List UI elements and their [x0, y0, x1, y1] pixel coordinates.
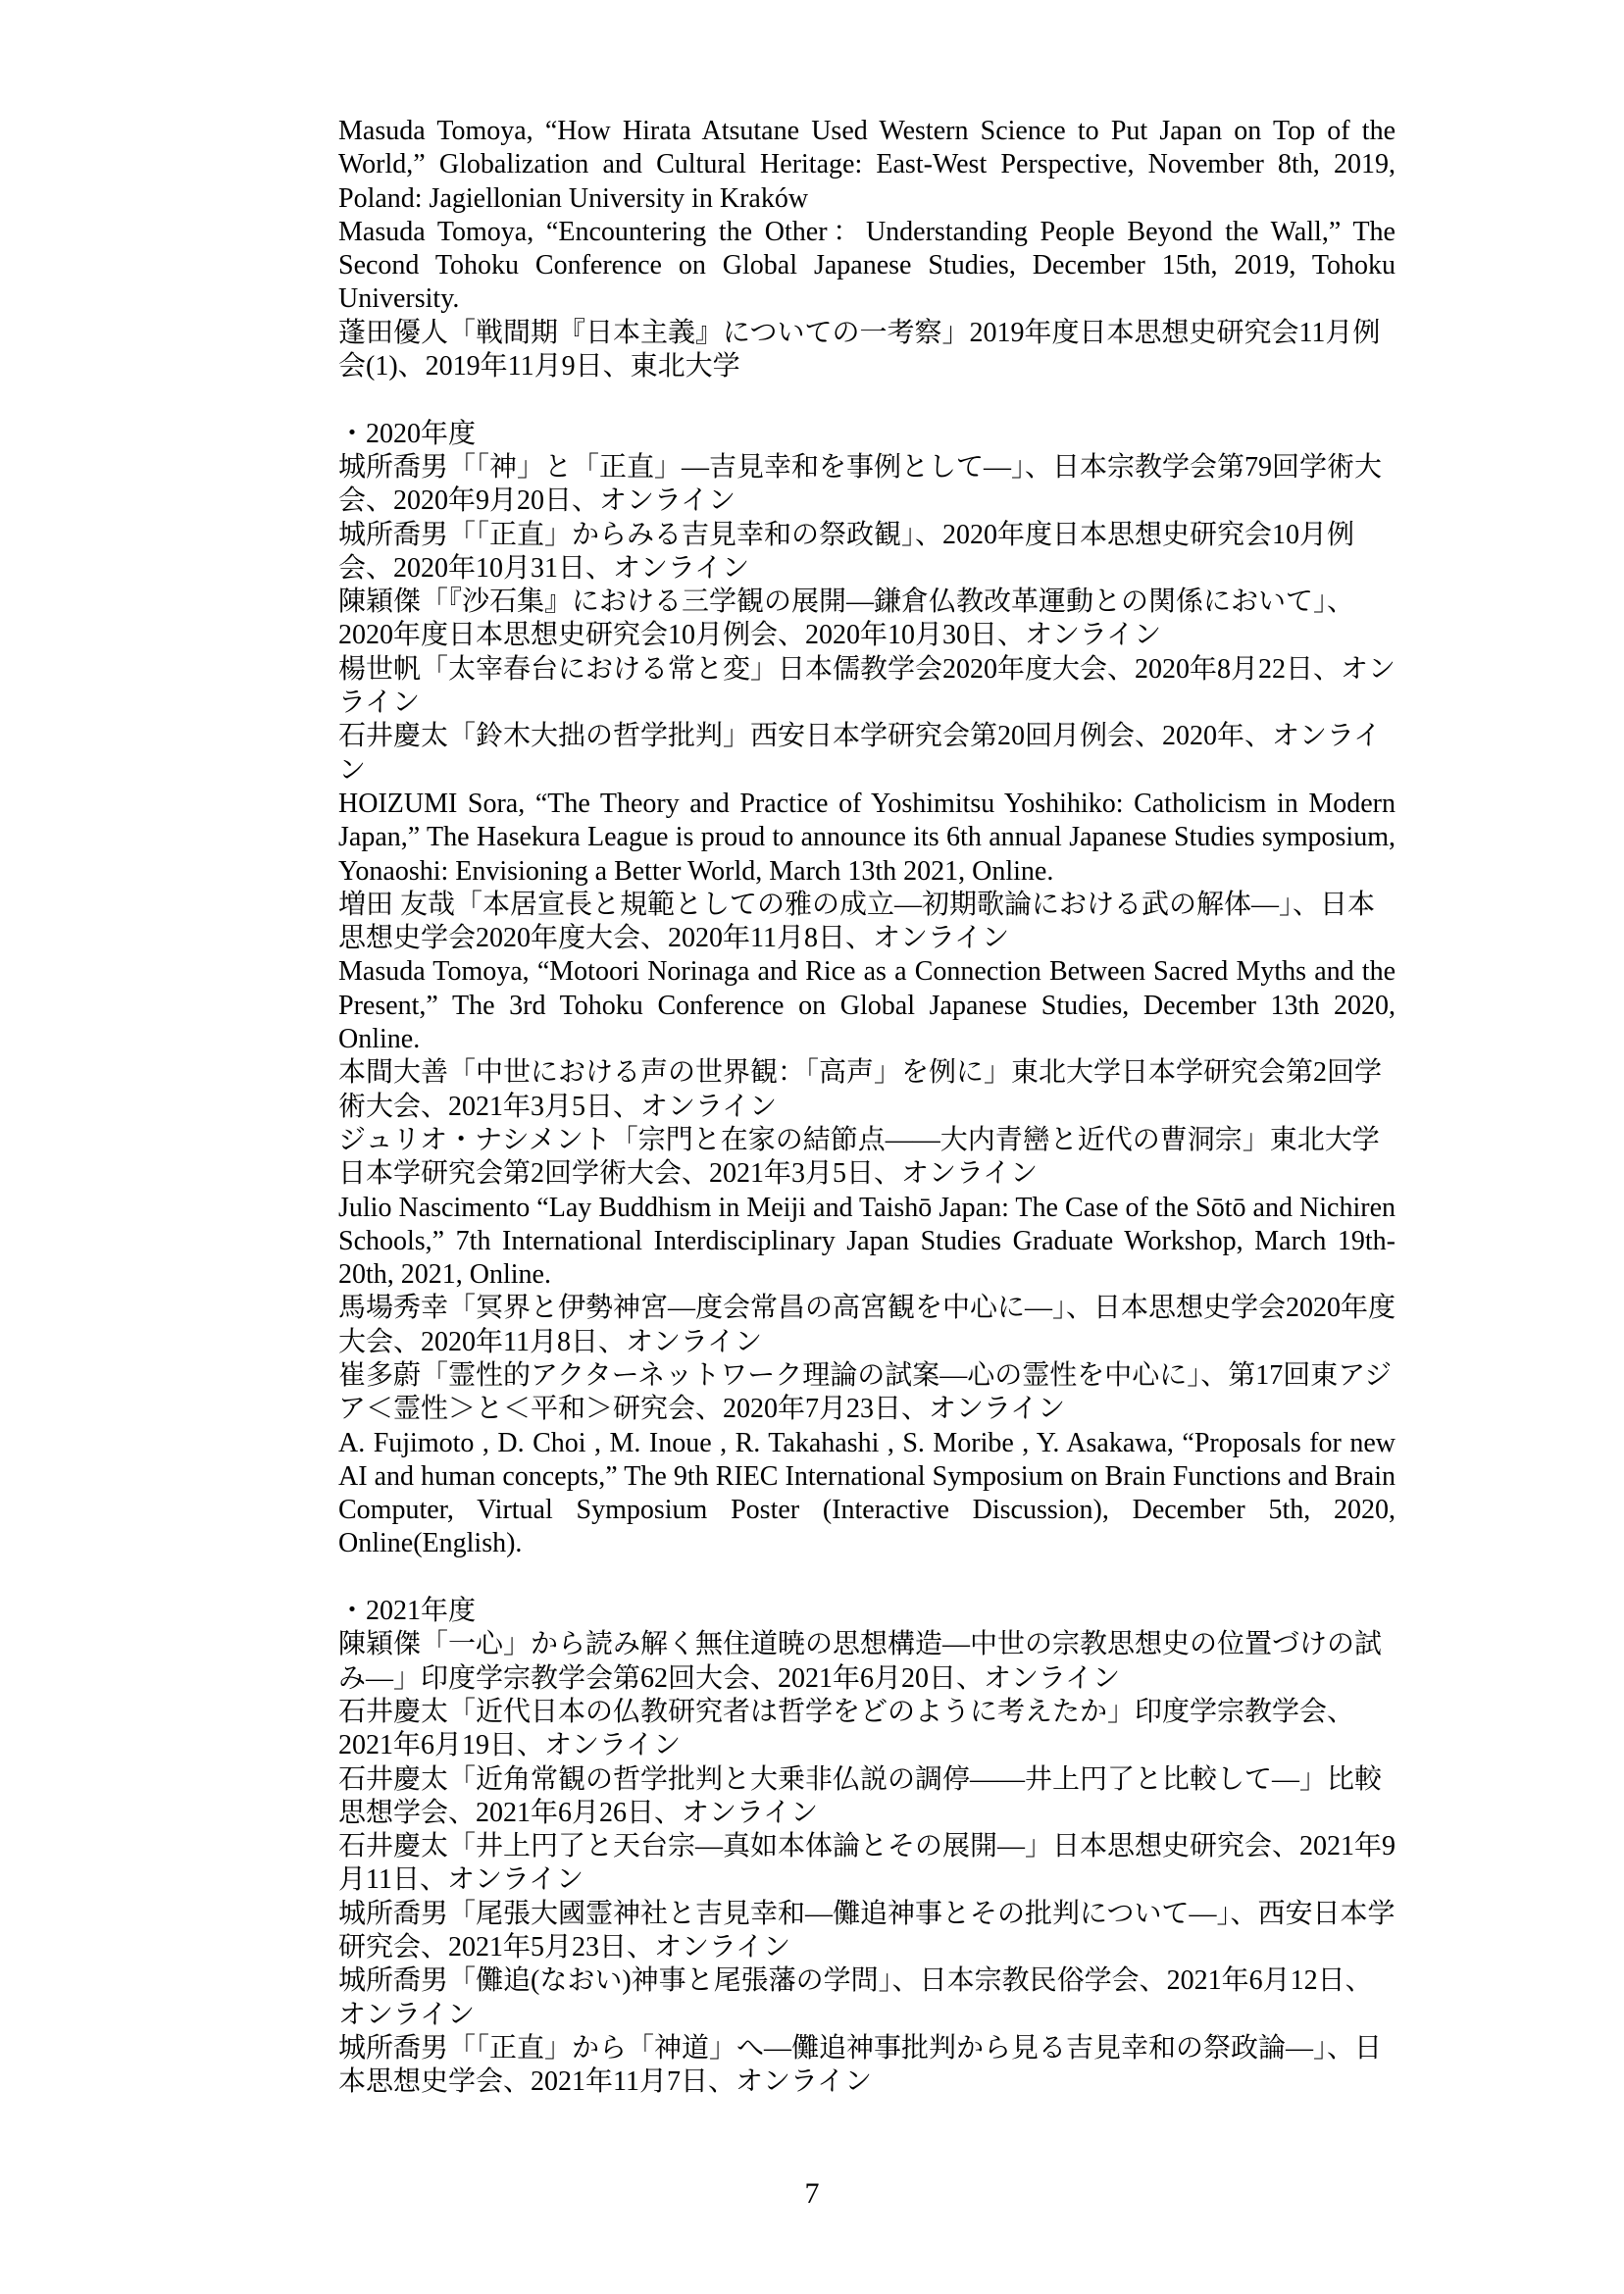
page-content — [338, 115, 1396, 2100]
entry-list-2021 — [338, 1628, 1396, 2099]
reference-entry: 陳穎傑「一心」から読み解く無住道暁の思想構造―中世の宗教思想史の位置づけの試み―」印度学宗教学会第62回大会、2021年6月20日、オンライン — [338, 1629, 1383, 1694]
reference-entry: Masuda Tomoya, “How Hirata Atsutane Used Western Science to Put Japan on Top of the World,” Globalization and Cultural Heritage: East-West Perspective, November 8th, 2019, Poland: Jagiellonian University in Kraków — [338, 116, 1396, 214]
reference-entry: 馬場秀幸「冥界と伊勢神宮―度会常昌の高宮観を中心に―」、日本思想史学会2020年度大会、2020年11月8日、オンライン — [338, 1293, 1396, 1357]
reference-entry: A. Fujimoto , D. Choi , M. Inoue , R. Takahashi , S. Moribe , Y. Asakawa, “Proposals for new AI and human concepts,” The 9th RIEC International Symposium on Brain Functions and Brain Computer, Virtual Symposium Poster (Interactive Discussion), December 5th, 2020, Online(English). — [338, 1427, 1396, 1559]
reference-entry: 蓬田優人「戦間期『日本主義』についての一考察」2019年度日本思想史研究会11月例会(1)、2019年11月9日、東北大学 — [338, 317, 1381, 382]
reference-entry: Masuda Tomoya, “Encountering the Other：Understanding People Beyond the Wall,” The Second Tohoku Conference on Global Japanese Studies, December 15th, 2019, Tohoku University. — [338, 216, 1396, 315]
reference-entry: 城所喬男「「正直」から「神道」へ―儺追神事批判から見る吉見幸和の祭政論―」、日本思想史学会、2021年11月7日、オンライン — [338, 2032, 1383, 2098]
section-2020 — [338, 418, 1396, 1561]
reference-entry: 崔多蔚「霊性的アクターネットワーク理論の試案―心の霊性を中心に」、第17回東アジア＜霊性＞と＜平和＞研究会、2020年7月23日、オンライン — [338, 1359, 1393, 1425]
reference-entry: 城所喬男「尾張大國霊神社と吉見幸和―儺追神事とその批判について―」、西安日本学研究会、2021年5月23日、オンライン — [338, 1898, 1396, 1963]
reference-entry: 増田 友哉「本居宣長と規範としての雅の成立―初期歌論における武の解体―」、日本思想史学会2020年度大会、2020年11月8日、オンライン — [338, 889, 1376, 954]
reference-entry: 陳穎傑「『沙石集』における三学観の展開―鎌倉仏教改革運動との関係において」、2020年度日本思想史研究会10月例会、2020年10月30日、オンライン — [338, 586, 1355, 651]
reference-entry: 石井慶太「井上円了と天台宗―真如本体論とその展開―」日本思想史研究会、2021年9月11日、オンライン — [338, 1831, 1396, 1896]
reference-entry: 本間大善「中世における声の世界観：「高声」を例に」東北大学日本学研究会第2回学術大会、2021年3月5日、オンライン — [338, 1057, 1383, 1122]
year-heading-2021: ・2021年度 — [338, 1596, 477, 1627]
reference-entry: Julio Nascimento “Lay Buddhism in Meiji and Taishō Japan: The Case of the Sōtō and Nichiren Schools,” 7th International Interdisciplinary Japan Studies Graduate Workshop, March 19th-20th, 2021, Online. — [338, 1192, 1396, 1291]
entry-list-2020 — [338, 451, 1396, 1561]
section-spacer — [338, 1561, 1396, 1595]
reference-entry: 楊世帆「太宰春台における常と変」日本儒教学会2020年度大会、2020年8月22日、オンライン — [338, 653, 1396, 719]
page-number: 7 — [804, 2177, 820, 2210]
section-spacer — [338, 383, 1396, 417]
reference-entry: 城所喬男「「正直」からみる吉見幸和の祭政観」、2020年度日本思想史研究会10月例会、2020年10月31日、オンライン — [338, 519, 1355, 584]
reference-entry: Masuda Tomoya, “Motoori Norinaga and Rice as a Connection Between Sacred Myths and the Present,” The 3rd Tohoku Conference on Global Japanese Studies, December 13th 2020, Online. — [338, 956, 1396, 1055]
reference-entry: 石井慶太「鈴木大拙の哲学批判」西安日本学研究会第20回月例会、2020年、オンライン — [338, 721, 1382, 786]
reference-entry: HOIZUMI Sora, “The Theory and Practice of Yoshimitsu Yoshihiko: Catholicism in Modern Japan,” The Hasekura League is proud to announce its 6th annual Japanese Studies symposium, Yonaoshi: Envisioning a Better World, March 13th 2021, Online. — [338, 788, 1396, 887]
reference-entry: 城所喬男「儺追(なおい)神事と尾張藩の学問」、日本宗教民俗学会、2021年6月12日、オンライン — [338, 1965, 1373, 2030]
reference-entry: 石井慶太「近角常観の哲学批判と大乗非仏説の調停――井上円了と比較して―」比較思想学会、2021年6月26日、オンライン — [338, 1763, 1383, 1828]
year-heading-2020: ・2020年度 — [338, 418, 477, 449]
reference-entry: ジュリオ・ナシメント「宗門と在家の結節点――大内青巒と近代の曹洞宗」東北大学日本学研究会第2回学術大会、2021年3月5日、オンライン — [338, 1124, 1380, 1190]
reference-entry: 石井慶太「近代日本の仏教研究者は哲学をどのように考えたか」印度学宗教学会、2021年6月19日、オンライン — [338, 1696, 1355, 1761]
reference-entry: 城所喬男「「神」と「正直」―吉見幸和を事例として―」、日本宗教学会第79回学術大会、2020年9月20日、オンライン — [338, 451, 1383, 517]
section-2021 — [338, 1595, 1396, 2099]
intro-entry-list — [338, 115, 1396, 383]
